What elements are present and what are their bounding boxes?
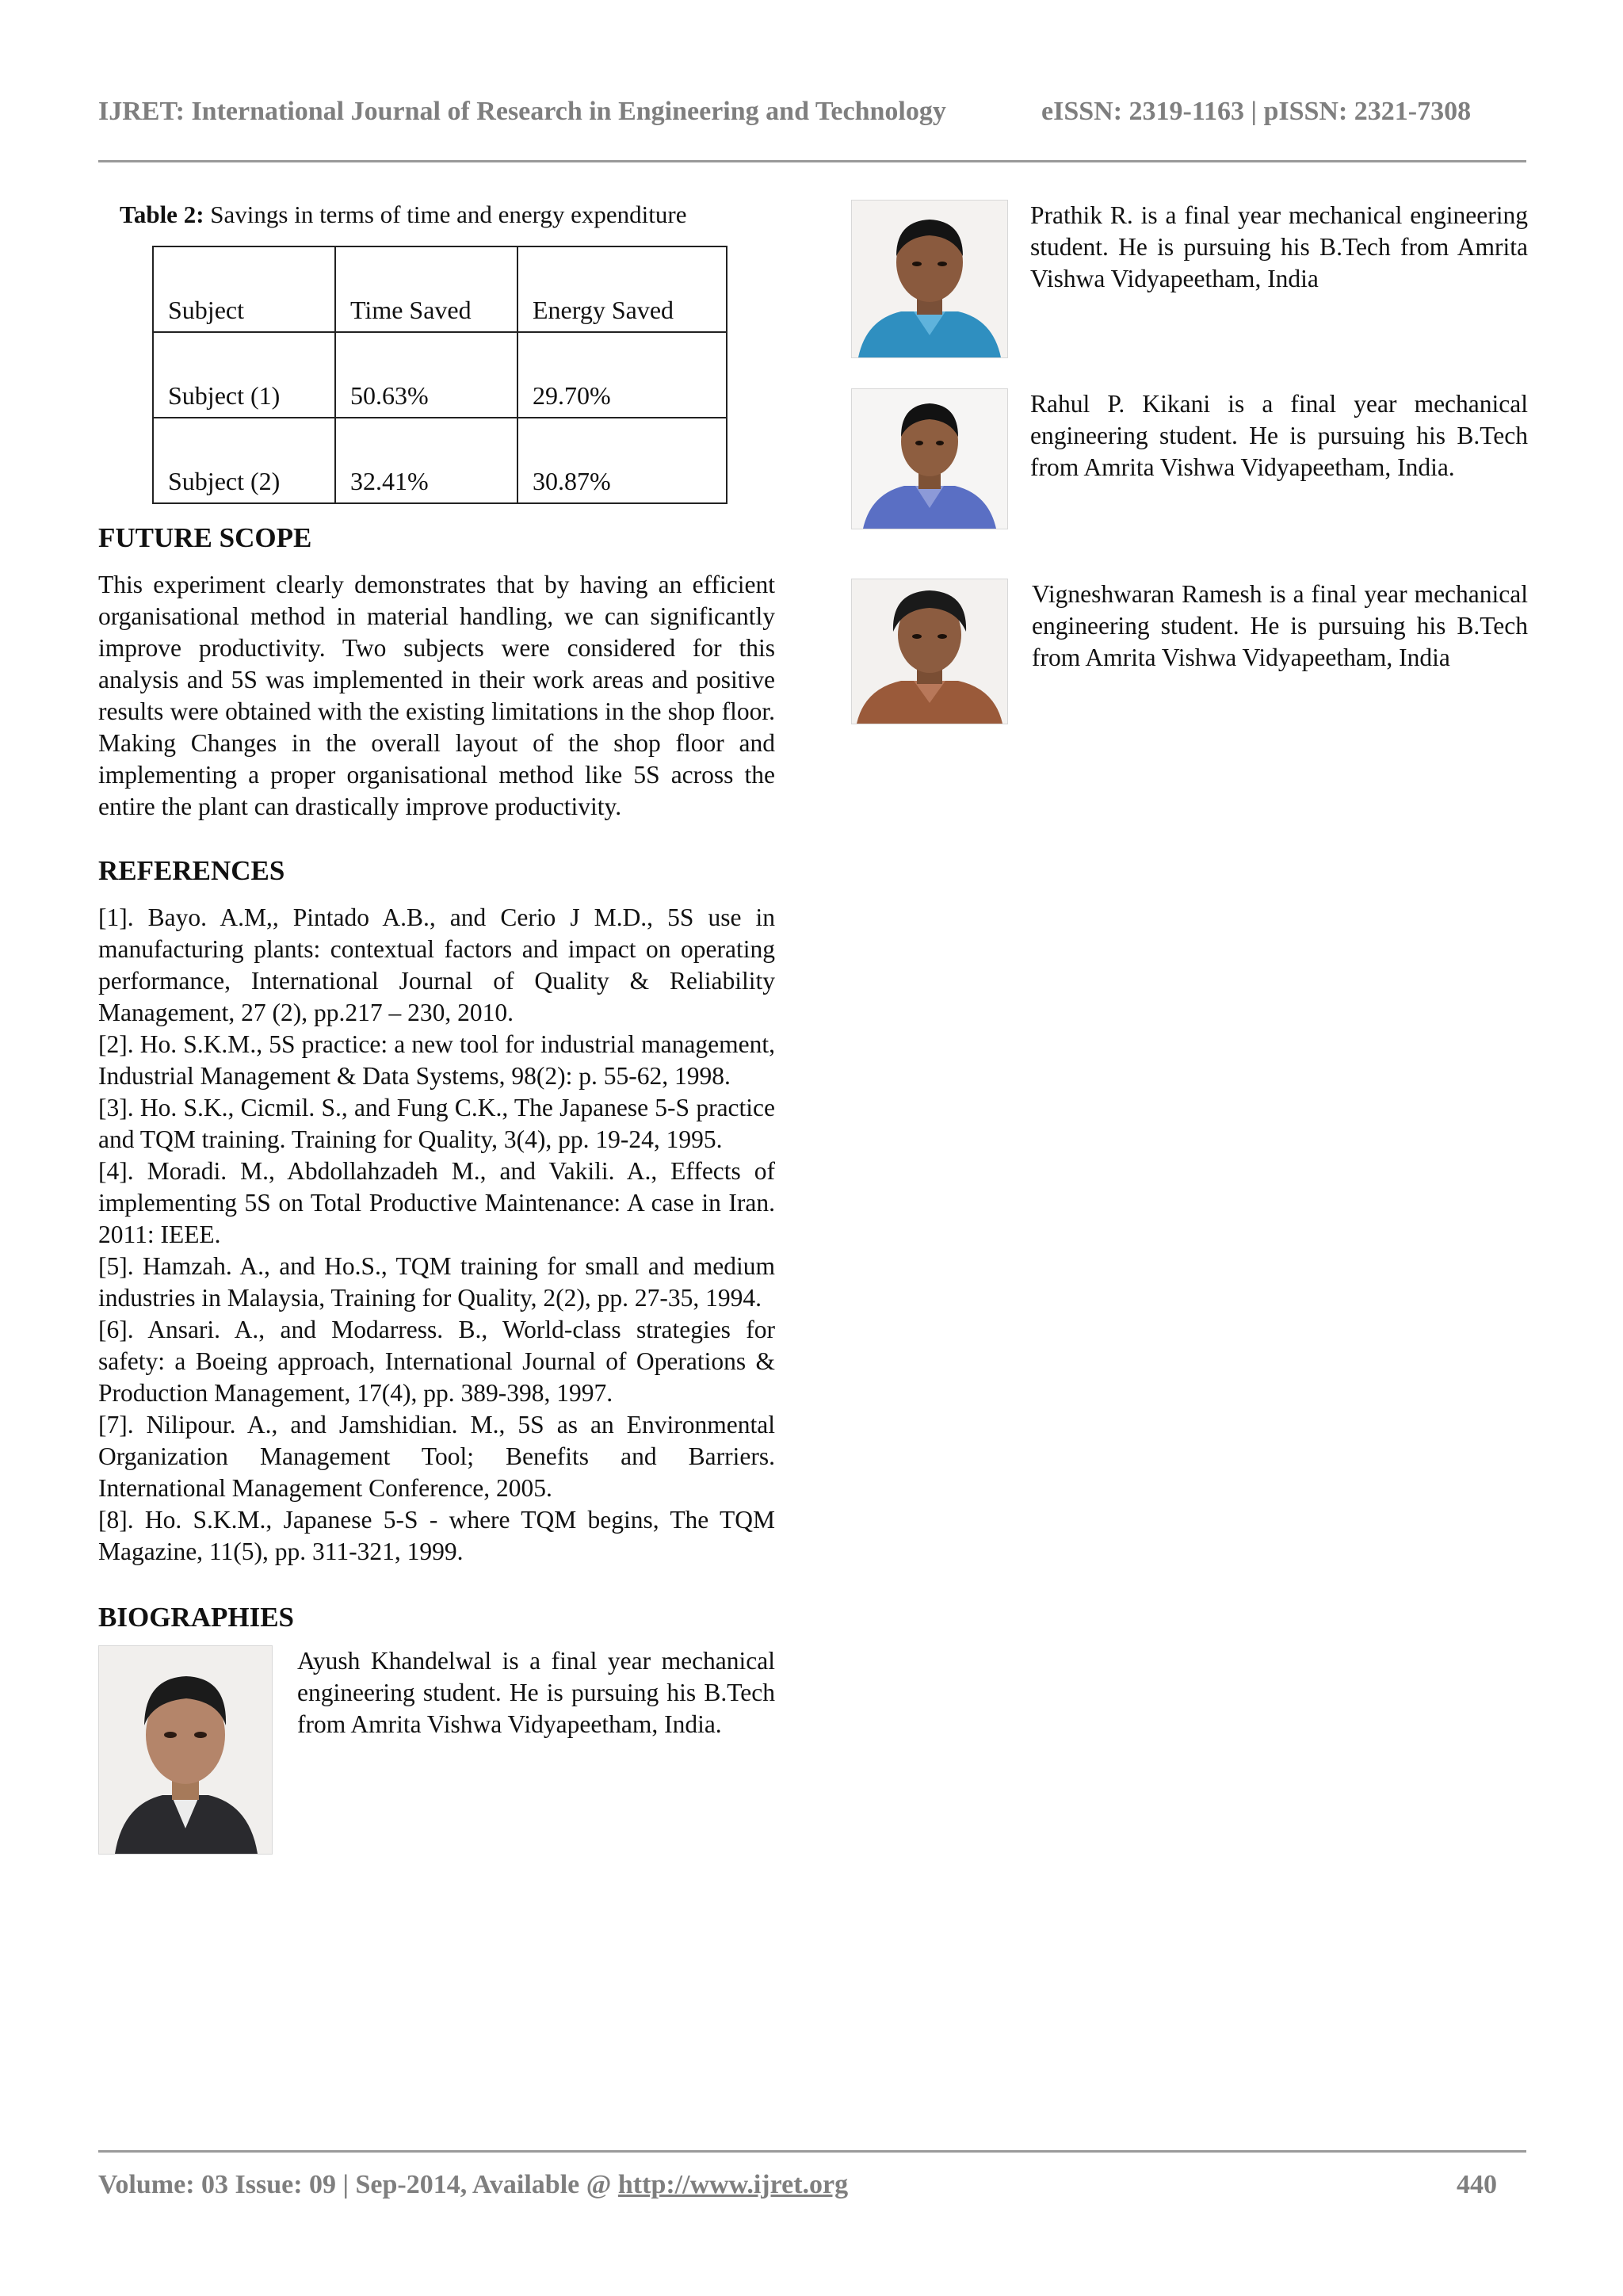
running-footer <box>98 2170 1497 2200</box>
running-header <box>98 97 1525 127</box>
table-cell: 32.41% <box>335 418 517 503</box>
reference-item: [5]. Hamzah. A., and Ho.S., TQM training for small and medium industries in Malaysia, Training for Quality, 2(2), pp. 27-35, 1994. <box>98 1252 775 1312</box>
reference-item: [7]. Nilipour. A., and Jamshidian. M., 5S as an Environmental Organization Management Tool; Benefits and Barriers. International Management Conference, 2005. <box>98 1411 775 1502</box>
volume-info: Volume: 03 Issue: 09 | Sep-2014, Available @ <box>98 2170 618 2199</box>
journal-title: IJRET: International Journal of Research in Engineering and Technology <box>98 97 946 126</box>
table-cell: Subject (2) <box>153 418 335 503</box>
table-cell: 50.63% <box>335 332 517 418</box>
bio-text-vigneshwaran: Vigneshwaran Ramesh is a final year mechanical engineering student. He is pursuing his B.Tech from Amrita Vishwa Vidyapeetham, India <box>1032 580 1528 671</box>
reference-item: [4]. Moradi. M., Abdollahzadeh M., and Vakili. A., Effects of implementing 5S on Total Productive Maintenance: A case in Iran. 2011: IEEE. <box>98 1157 775 1248</box>
bio-text-ayush: Ayush Khandelwal is a final year mechanical engineering student. He is pursuing his B.Tech from Amrita Vishwa Vidyapeetham, India. <box>297 1647 775 1738</box>
table-cell: Subject (1) <box>153 332 335 418</box>
issn-numbers: eISSN: 2319-1163 | pISSN: 2321-7308 <box>1041 97 1472 126</box>
table-header-row <box>153 246 727 332</box>
savings-table <box>152 246 727 504</box>
reference-item: [1]. Bayo. A.M,, Pintado A.B., and Cerio J M.D., 5S use in manufacturing plants: contextual factors and impact on operating performance, International Journal of Quality & Reliability Management, 27 (2), pp.217 – 230, 2010. <box>98 904 775 1026</box>
table-caption-text: Savings in terms of time and energy expenditure <box>204 201 687 228</box>
right-column <box>851 200 1528 737</box>
journal-url-link[interactable]: http://www.ijret.org <box>617 2170 849 2199</box>
footer-rule <box>98 2150 1526 2153</box>
portrait-photo-vigneshwaran <box>851 579 1008 724</box>
bio-rahul <box>851 388 1528 563</box>
future-scope-body: This experiment clearly demonstrates that by having an efficient organisational method in material handling, we can significantly improve productivity. Two subjects were considered for this analysis and 5S was implemented in their work areas and positive results were obtained with the existing limitations in the shop floor. Making Changes in the overall layout of the shop floor and implementing a proper organisational method like 5S across the entire the plant can drastically improve productivity. <box>98 571 775 820</box>
bio-vigneshwaran <box>851 579 1528 737</box>
page-number: 440 <box>1457 2170 1497 2199</box>
bio-prathik <box>851 200 1528 374</box>
bio-ayush <box>98 1645 775 1875</box>
portrait-photo-rahul <box>851 388 1008 529</box>
table-row <box>153 332 727 418</box>
table-caption <box>120 200 775 230</box>
bio-text-rahul: Rahul P. Kikani is a final year mechanical engineering student. He is pursuing his B.Tech from Amrita Vishwa Vidyapeetham, India. <box>1030 390 1528 481</box>
reference-item: [8]. Ho. S.K.M., Japanese 5-S - where TQM begins, The TQM Magazine, 11(5), pp. 311-321, 1999. <box>98 1506 775 1565</box>
left-column <box>98 200 775 1875</box>
portrait-photo-ayush <box>98 1645 273 1855</box>
table-header-cell: Energy Saved <box>517 246 727 332</box>
reference-list <box>98 902 775 1568</box>
header-rule <box>98 160 1526 162</box>
reference-item: [6]. Ansari. A., and Modarress. B., World-class strategies for safety: a Boeing approach, International Journal of Operations & Production Management, 17(4), pp. 389-398, 1997. <box>98 1316 775 1407</box>
reference-item: [3]. Ho. S.K., Cicmil. S., and Fung C.K., The Japanese 5-S practice and TQM training. Training for Quality, 3(4), pp. 19-24, 1995. <box>98 1094 775 1153</box>
table-cell: 29.70% <box>517 332 727 418</box>
table-header-cell: Subject <box>153 246 335 332</box>
portrait-photo-prathik <box>851 200 1008 358</box>
table-header-cell: Time Saved <box>335 246 517 332</box>
references-heading: REFERENCES <box>98 855 285 886</box>
future-scope-heading: FUTURE SCOPE <box>98 522 312 553</box>
biographies-heading: BIOGRAPHIES <box>98 1602 294 1633</box>
bio-text-prathik: Prathik R. is a final year mechanical engineering student. He is pursuing his B.Tech from Amrita Vishwa Vidyapeetham, India <box>1030 201 1528 292</box>
table-caption-label: Table 2: <box>120 201 204 228</box>
table-row <box>153 418 727 503</box>
table-cell: 30.87% <box>517 418 727 503</box>
reference-item: [2]. Ho. S.K.M., 5S practice: a new tool for industrial management, Industrial Management & Data Systems, 98(2): p. 55-62, 1998. <box>98 1030 775 1090</box>
